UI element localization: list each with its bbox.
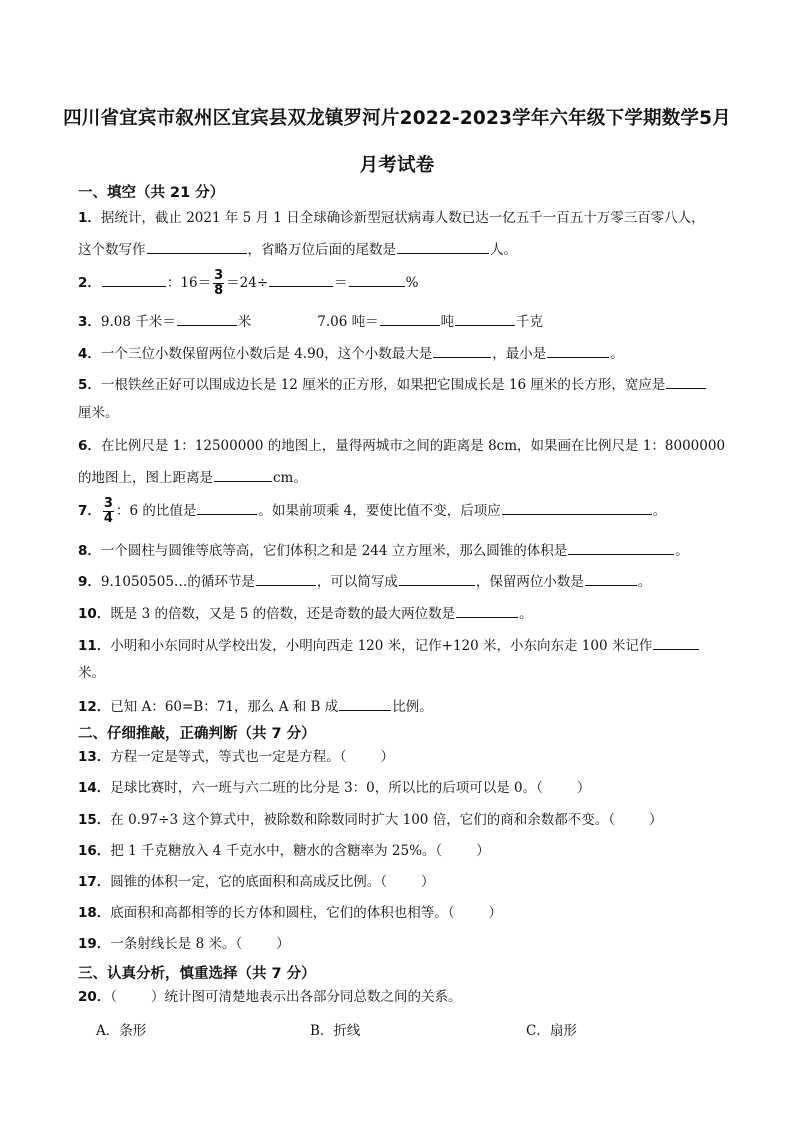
question-text: cm。 — [273, 470, 307, 486]
question-number: 1． — [78, 210, 101, 226]
question-20 — [78, 988, 748, 1006]
answer-blank[interactable] — [547, 343, 609, 358]
question-text: 在比例尺是 1：12500000 的地图上，量得两城市之间的距离是 8cm，如果画在比例尺是 1：8000000 — [100, 438, 726, 454]
question-text: 厘米。 — [78, 405, 119, 421]
question-text: 吨 — [440, 314, 455, 330]
question-number: 9． — [78, 574, 101, 590]
question-text: ，可以简写成 — [316, 574, 398, 590]
answer-blank[interactable] — [568, 540, 674, 555]
question-text: 一个三位小数保留两位小数后是 4.90，这个小数最大是 — [100, 346, 433, 362]
question-number: 11． — [78, 638, 111, 654]
question-text: 的地图上，图上距离是 — [78, 470, 213, 486]
question-text: ）统计图可清楚地表示出各部分同总数之间的关系。 — [151, 989, 462, 1005]
answer-blank[interactable] — [502, 500, 652, 515]
question-number: 2． — [78, 275, 101, 291]
question-text: ，保留两位小数是 — [475, 574, 584, 590]
question-text: 一条射线长是 8 米。（ — [110, 936, 243, 952]
answer-blank[interactable] — [666, 374, 706, 389]
question-text: 米 — [237, 314, 252, 330]
answer-blank[interactable] — [380, 311, 440, 326]
question-text: 。如果前项乘 4，要使比值不变，后项应 — [258, 503, 501, 519]
answer-blank[interactable] — [269, 272, 333, 287]
question-text: ＝ — [334, 275, 348, 291]
question-number: 16． — [78, 843, 111, 859]
question-9 — [78, 571, 748, 591]
question-number: 17． — [78, 874, 111, 890]
answer-blank[interactable] — [585, 571, 637, 586]
question-14 — [78, 779, 748, 797]
question-text: 把 1 千克糖放入 4 千克水中，糖水的含糖率为 25%。（ — [110, 843, 443, 859]
question-number: 3． — [78, 314, 101, 330]
question-text: 一个圆柱与圆锥等底等高，它们体积之和是 244 立方厘米，那么圆锥的体积是 — [100, 543, 568, 559]
question-19 — [78, 935, 748, 953]
answer-blank[interactable] — [456, 603, 518, 618]
question-3 — [78, 311, 748, 331]
fraction-numerator: 3 — [103, 496, 113, 511]
question-number: 19． — [78, 936, 111, 952]
question-text: 圆锥的体积一定，它的底面积和高成反比例。（ — [110, 874, 388, 890]
question-text: 。 — [675, 543, 689, 559]
question-text: 据统计，截止 2021 年 5 月 1 日全球确诊新型冠状病毒人数已达一亿五千一百五十万零三百零八人， — [100, 210, 705, 226]
question-text: ） — [576, 780, 591, 796]
question-text: 千克 — [516, 314, 544, 330]
question-text: 这个数写作 — [78, 242, 146, 258]
question-number: 18． — [78, 905, 111, 921]
question-text: 。 — [610, 346, 624, 362]
section-heading-fill-blank: 一、填空（共 21 分） — [78, 185, 225, 201]
question-text: 米。 — [78, 665, 105, 681]
answer-blank[interactable] — [177, 311, 237, 326]
question-text: 7.06 吨＝ — [317, 314, 379, 330]
question-text: 。 — [519, 606, 533, 622]
question-7 — [78, 496, 748, 526]
answer-blank[interactable] — [455, 311, 515, 326]
question-number: 20． — [78, 989, 111, 1005]
question-text: 足球比赛时，六一班与六二班的比分是 3：0，所以比的后项可以是 0。（ — [110, 780, 543, 796]
question-5-line-2 — [78, 404, 748, 422]
question-6-line-1 — [78, 437, 748, 455]
answer-blank[interactable] — [397, 239, 489, 254]
question-text: ） — [421, 874, 435, 890]
answer-blank[interactable] — [399, 571, 475, 586]
question-text: ） — [476, 843, 490, 859]
question-1-line-1 — [78, 209, 748, 227]
question-text: ） — [276, 936, 290, 952]
question-text: 。 — [637, 574, 652, 590]
question-number: 8． — [78, 543, 101, 559]
question-text: 。 — [652, 503, 667, 519]
question-text: ） — [648, 812, 663, 828]
question-number: 10． — [78, 606, 111, 622]
question-text: 一根铁丝正好可以围成边长是 12 厘米的正方形，如果把它围成长是 16 厘米的长方形，宽应是 — [100, 377, 666, 393]
question-number: 6． — [78, 438, 101, 454]
question-15 — [78, 811, 748, 829]
answer-blank[interactable] — [339, 696, 391, 711]
answer-blank[interactable] — [214, 467, 272, 482]
question-number: 7． — [78, 503, 101, 519]
question-text: 9.08 千米＝ — [100, 314, 176, 330]
question-text: 小明和小东同时从学校出发，小明向西走 120 米，记作+120 米，小东向东走 100 米记作 — [110, 638, 653, 654]
question-4 — [78, 343, 748, 363]
question-11-line-1 — [78, 635, 748, 655]
question-text: ＝24÷ — [226, 275, 269, 291]
question-number: 14． — [78, 780, 111, 796]
question-text: ，最小是 — [492, 346, 547, 362]
page-title-continued: 月考试卷 — [359, 155, 435, 176]
fraction-denominator: 8 — [214, 283, 224, 298]
answer-blank[interactable] — [102, 272, 166, 287]
question-text: 底面积和高都相等的长方体和圆柱，它们的体积也相等。（ — [110, 905, 455, 921]
section-heading-multiple-choice: 三、认真分析，慎重选择（共 7 分） — [78, 966, 316, 982]
question-text: ） — [488, 905, 503, 921]
option-a[interactable]: A．条形 — [96, 1023, 147, 1039]
section-heading-true-false: 二、仔细推敲，正确判断（共 7 分） — [78, 726, 316, 742]
question-text: 9.1050505…的循环节是 — [100, 574, 255, 590]
answer-blank[interactable] — [197, 500, 257, 515]
answer-blank[interactable] — [349, 272, 405, 287]
answer-blank[interactable] — [653, 635, 699, 650]
option-c[interactable]: C．扇形 — [526, 1023, 577, 1039]
answer-blank[interactable] — [433, 343, 491, 358]
question-18 — [78, 904, 748, 922]
fraction-numerator: 3 — [214, 268, 224, 283]
question-6-line-2 — [78, 467, 748, 487]
question-text: 比例。 — [392, 699, 433, 715]
question-10 — [78, 603, 748, 623]
question-number: 4． — [78, 346, 101, 362]
question-8 — [78, 540, 748, 560]
question-text: 在 0.97÷3 这个算式中，被除数和除数同时扩大 100 倍，它们的商和余数都不变。（ — [110, 812, 615, 828]
fraction — [213, 269, 224, 298]
question-16 — [78, 842, 748, 860]
question-17 — [78, 873, 748, 891]
fraction — [103, 497, 114, 526]
question-number: 13． — [78, 749, 111, 765]
question-text: ） — [380, 749, 395, 765]
question-1-line-2 — [78, 239, 748, 259]
question-text: ：6 的比值是 — [115, 503, 197, 519]
question-text: 人。 — [490, 242, 517, 258]
question-text: （ — [110, 989, 118, 1005]
question-11-line-2 — [78, 664, 748, 682]
fraction-denominator: 4 — [103, 511, 113, 526]
question-text: 方程一定是等式，等式也一定是方程。（ — [110, 749, 347, 765]
question-13 — [78, 748, 748, 766]
question-text: ：16＝ — [166, 275, 212, 291]
page-title: 四川省宜宾市叙州区宜宾县双龙镇罗河片2022-2023学年六年级下学期数学5月 — [63, 108, 731, 129]
question-12 — [78, 696, 748, 716]
question-text: ，省略万位后面的尾数是 — [247, 242, 396, 258]
question-number: 5． — [78, 377, 101, 393]
answer-blank[interactable] — [147, 239, 247, 254]
option-b[interactable]: B．折线 — [310, 1023, 361, 1039]
question-text: 已知 A：60=B：71，那么 A 和 B 成 — [110, 699, 339, 715]
question-text: 既是 3 的倍数，又是 5 的倍数，还是奇数的最大两位数是 — [110, 606, 456, 622]
question-number: 12． — [78, 699, 111, 715]
question-text: % — [405, 275, 419, 291]
question-5-line-1 — [78, 374, 748, 394]
question-number: 15． — [78, 812, 111, 828]
question-2 — [78, 268, 748, 298]
answer-blank[interactable] — [256, 571, 316, 586]
